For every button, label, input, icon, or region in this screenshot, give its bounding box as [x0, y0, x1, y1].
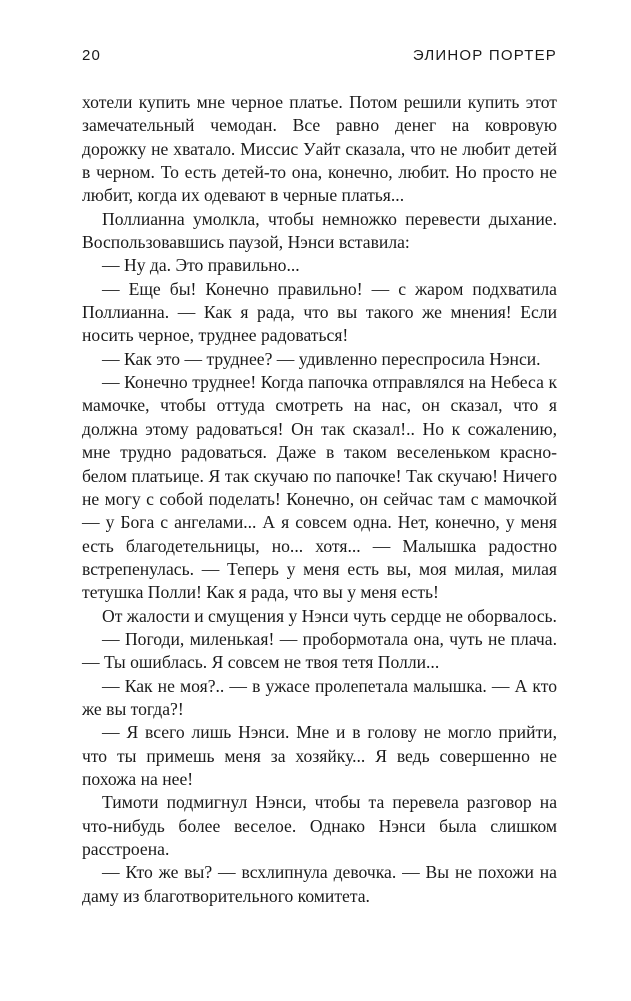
paragraph: Тимоти подмигнул Нэнси, чтобы та перевела разговор на что-нибудь более веселое. Однако Нэнси была слишком расстроена. [82, 792, 557, 859]
paragraph: — Как это — труднее? — удивленно переспросила Нэнси. [102, 348, 541, 369]
body-text [82, 91, 557, 908]
paragraph: Поллианна умолкла, чтобы немножко перевести дыхание. Воспользовавшись паузой, Нэнси вставила: [82, 208, 557, 253]
paragraph: От жалости и смущения у Нэнси чуть сердце не оборвалось. [102, 605, 557, 626]
paragraph: — Погоди, миленькая! — пробормотала она, чуть не плача. — Ты ошиблась. Я совсем не твоя тетя Полли... [82, 628, 557, 673]
page-number: 20 [82, 47, 102, 64]
paragraph: — Еще бы! Конечно правильно! — с жаром подхватила Поллианна. — Как я рада, что вы такого же мнения! Если носить черное, труднее радоваться! [82, 278, 557, 346]
paragraph: — Конечно труднее! Когда папочка отправлялся на Небеса к мамочке, чтобы оттуда смотреть на нас, он сказал, что я должна этому радоваться! Он так сказал!.. Но к сожалению, мне трудно радоваться. Даже в таком веселеньком красно-белом платьице. Я так скучаю по папочке! Так скучаю! Ничего не могу с собой поделать! Конечно, он сейчас там с мамочкой — у Бога с ангелами... А я совсем одна. Нет, конечно, у меня есть благодетельницы, но... хотя... — Малышка радостно встрепенулась. — Теперь у меня есть вы, моя милая, милая тетушка Полли! Как я рада, что вы у меня есть! [82, 372, 557, 603]
paragraph: — Я всего лишь Нэнси. Мне и в голову не могло прийти, что ты примешь меня за хозяйку... Я ведь совершенно не похожа на нее! [82, 722, 557, 789]
paragraph: — Ну да. Это правильно... [102, 255, 300, 276]
page-header [82, 47, 557, 69]
paragraph: хотели купить мне черное платье. Потом решили купить этот замечательный чемодан. Все равно денег на ковровую дорожку не хватало. Миссис Уайт сказала, что не любит детей в черном. То есть детей-то она, конечно, любит. Но просто не любит, когда их одевают в черные платья... [82, 92, 557, 206]
paragraph: — Кто же вы? — всхлипнула девочка. — Вы не похожи на даму из благотворительного комитета. [82, 862, 557, 906]
paragraph: — Как не моя?.. — в ужасе пролепетала малышка. — А кто же вы тогда?! [82, 675, 557, 719]
running-head: ЭЛИНОР ПОРТЕР [412, 47, 557, 64]
